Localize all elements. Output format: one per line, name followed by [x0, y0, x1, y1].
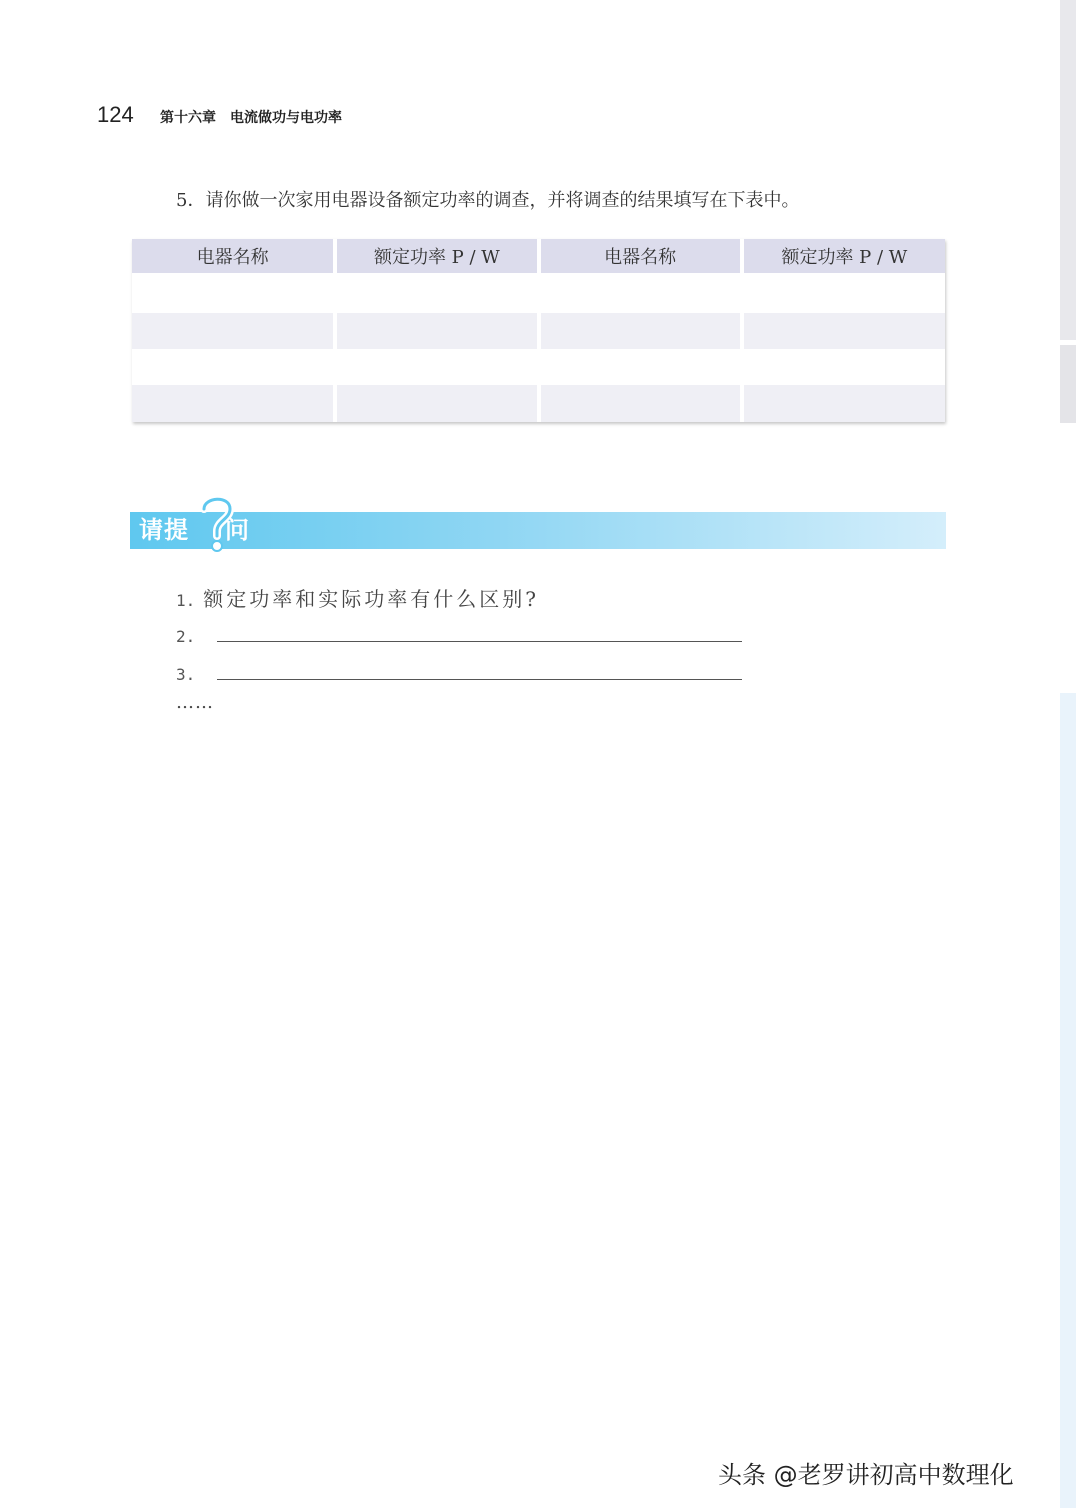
chapter-title: 第十六章 电流做功与电功率	[160, 110, 342, 126]
table-row	[132, 313, 945, 349]
list-item	[176, 661, 742, 685]
table-cell[interactable]	[742, 349, 945, 385]
question-number: 3.	[176, 665, 196, 684]
table-row	[132, 385, 945, 422]
column-header: 电器名称	[539, 239, 742, 275]
ask-title-right: 问	[225, 516, 250, 544]
table-cell[interactable]	[539, 385, 742, 422]
page-number: 124	[97, 102, 134, 127]
watermark: 头条 @老罗讲初高中数理化	[718, 1461, 1014, 1489]
table-row	[132, 275, 945, 313]
page-edge-tab	[1060, 0, 1076, 340]
question-mark-icon	[196, 491, 238, 553]
table-cell[interactable]	[742, 275, 945, 313]
table-cell[interactable]	[335, 385, 538, 422]
question-text: 额定功率和实际功率有什么区别?	[203, 587, 539, 611]
survey-table	[132, 239, 945, 422]
list-item	[176, 583, 539, 612]
question-number: 1.	[176, 591, 196, 610]
table-cell[interactable]	[132, 349, 335, 385]
table-cell[interactable]	[742, 313, 945, 349]
table-cell[interactable]	[742, 385, 945, 422]
table-cell[interactable]	[539, 275, 742, 313]
table-cell[interactable]	[132, 385, 335, 422]
ellipsis: ……	[176, 692, 214, 713]
table-cell[interactable]	[132, 275, 335, 313]
ask-section-banner	[130, 512, 946, 549]
table-header-row	[132, 239, 945, 275]
exercise-5: 5．请你做一次家用电器设备额定功率的调查，并将调查的结果填写在下表中。	[176, 190, 800, 211]
page-edge-tab	[1060, 693, 1076, 1508]
list-item	[176, 623, 742, 647]
column-header: 电器名称	[132, 239, 335, 275]
table-cell[interactable]	[335, 275, 538, 313]
column-header: 额定功率 P / W	[335, 239, 538, 275]
table-cell[interactable]	[335, 349, 538, 385]
table-cell[interactable]	[335, 313, 538, 349]
question-number: 2.	[176, 627, 196, 646]
answer-blank[interactable]	[217, 625, 742, 642]
column-header: 额定功率 P / W	[742, 239, 945, 275]
table-cell[interactable]	[539, 349, 742, 385]
table-cell[interactable]	[132, 313, 335, 349]
ask-title-left: 请提	[139, 516, 189, 544]
table-cell[interactable]	[539, 313, 742, 349]
answer-blank[interactable]	[217, 663, 742, 680]
table-row	[132, 349, 945, 385]
page-edge-tab	[1060, 345, 1076, 423]
